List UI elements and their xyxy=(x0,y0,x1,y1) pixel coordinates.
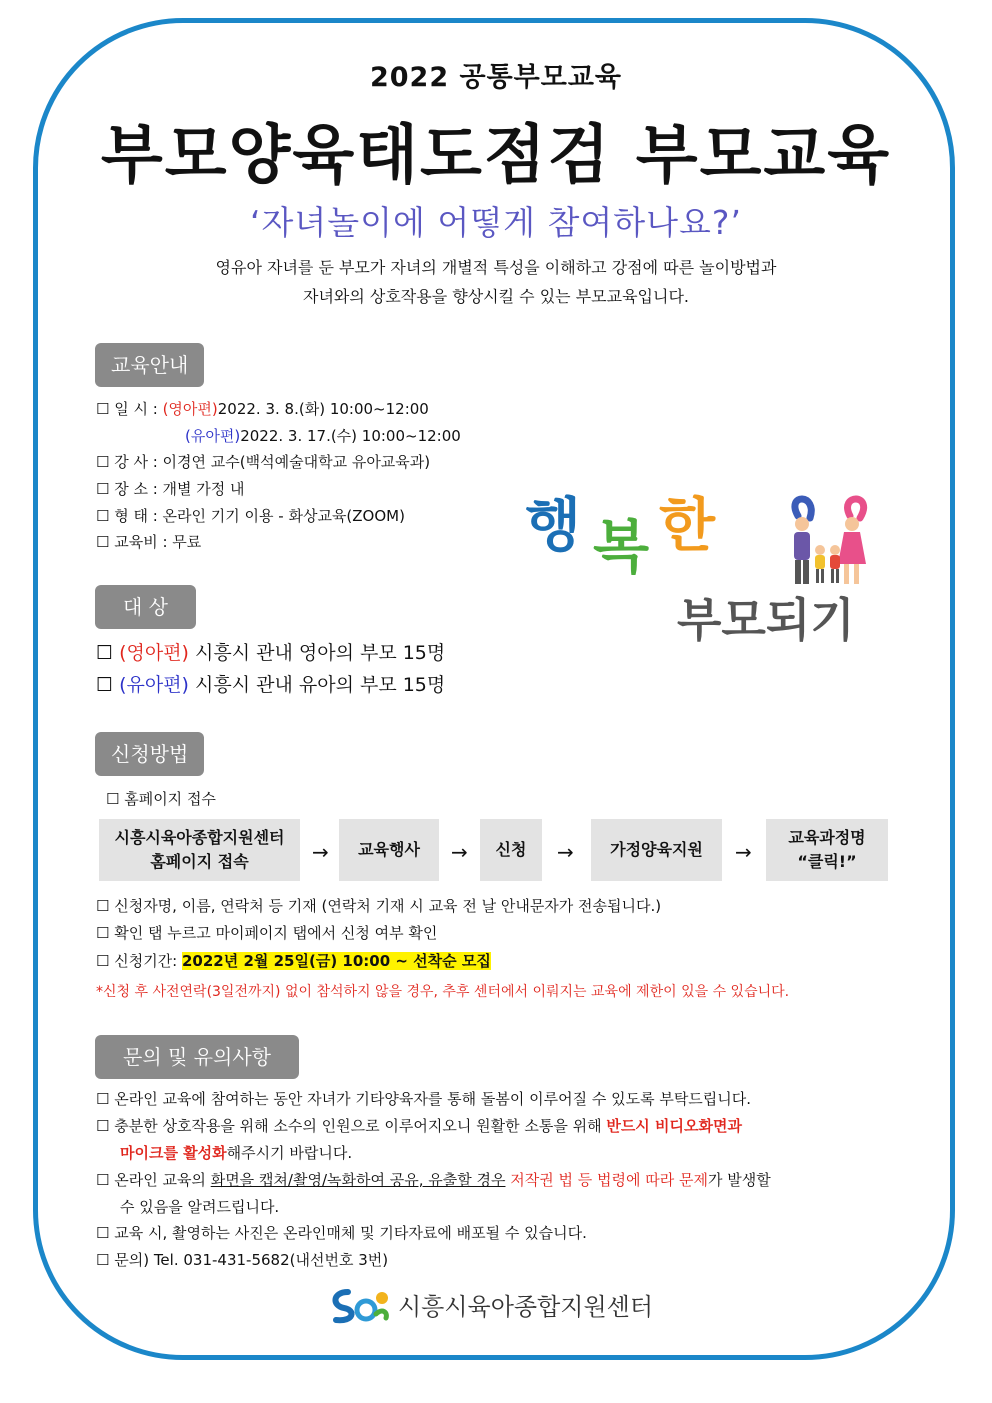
center-name: 시흥시육아종합지원센터 xyxy=(398,1292,654,1321)
step-box-1 xyxy=(99,819,300,881)
notice-3-a: ☐ 온라인 교육의 xyxy=(96,1171,211,1189)
step-5-line-2: “클릭!” xyxy=(797,852,857,871)
center-logo-icon xyxy=(328,1284,392,1324)
happy-parents-logo xyxy=(525,478,885,658)
step-box-3 xyxy=(480,819,542,881)
notice-1: ☐ 온라인 교육에 참여하는 동안 자녀가 기타양육자를 통해 돌봄이 이루어질 수 있도록 부탁드립니다. xyxy=(96,1090,752,1108)
target-item-1-text: 시흥시 관내 영아의 부모 15명 xyxy=(188,642,446,664)
description-line-1: 영유아 자녀를 둔 부모가 자녀의 개별적 특성을 이해하고 강점에 따른 놀이방법과 xyxy=(215,258,777,277)
date-toddler-tag: (유아편) xyxy=(185,427,241,445)
notice-2-b: 반드시 비디오화면과 xyxy=(606,1117,742,1135)
notice-2 xyxy=(96,1115,742,1136)
arrow-1: → xyxy=(312,840,329,864)
family-icon xyxy=(780,488,880,588)
notice-5: ☐ 문의) Tel. 031-431-5682(내선번호 3번) xyxy=(96,1251,389,1269)
section-heading-apply: 신청방법 xyxy=(95,732,204,776)
apply-warning: *신청 후 사전연락(3일전까지) 없이 참석하지 않을 경우, 추후 센터에서 이뤄지는 교육에 제한이 있을 수 있습니다. xyxy=(96,984,790,1000)
notice-3-d: 가 발생할 xyxy=(707,1171,771,1189)
date-toddler: 2022. 3. 17.(수) 10:00~12:00 xyxy=(240,427,461,445)
step-box-5 xyxy=(766,819,888,881)
notice-3-c: 저작권 법 등 법령에 따라 문제 xyxy=(505,1171,708,1189)
apply-note-2: ☐ 확인 탭 누르고 마이페이지 탭에서 신청 여부 확인 xyxy=(96,924,438,942)
step-5-line-1: 교육과정명 xyxy=(788,828,866,847)
section-heading-info: 교육안내 xyxy=(95,343,204,387)
page-title: 부모양육태도점검 부모교육 xyxy=(100,119,892,193)
apply-period-value: 2022년 2월 25일(금) 10:00 ~ 선착순 모집 xyxy=(182,952,491,970)
arrow-4: → xyxy=(735,840,752,864)
logo-word-2: 복 xyxy=(593,513,650,581)
info-format: ☐ 형 태 : 온라인 기기 이용 - 화상교육(ZOOM) xyxy=(96,507,405,525)
info-fee: ☐ 교육비 : 무료 xyxy=(96,533,202,551)
step-box-4 xyxy=(591,819,722,881)
apply-period-label: ☐ 신청기간: xyxy=(96,952,182,970)
section-heading-target: 대 상 xyxy=(95,585,196,629)
info-place: ☐ 장 소 : 개별 가정 내 xyxy=(96,480,245,498)
description-line-2: 자녀와의 상호작용을 향상시킬 수 있는 부모교육입니다. xyxy=(302,287,689,306)
target-item-1-box: ☐ xyxy=(96,642,120,664)
notice-2-a: ☐ 충분한 상호작용을 위해 소수의 인원으로 이루어지오니 원활한 소통을 위해 xyxy=(96,1117,607,1135)
date-infant: 2022. 3. 8.(화) 10:00~12:00 xyxy=(217,400,429,418)
target-item-1-tag: (영아편) xyxy=(119,642,189,664)
date-label: ☐ 일 시 : xyxy=(96,400,163,418)
notice-4: ☐ 교육 시, 촬영하는 사진은 온라인매체 및 기타자료에 배포될 수 있습니다. xyxy=(96,1224,587,1242)
subtitle: 2022 공통부모교육 xyxy=(369,62,623,93)
step-1-line-1: 시흥시육아종합지원센터 xyxy=(114,828,285,847)
apply-note-1: ☐ 신청자명, 이름, 연락처 등 기재 (연락처 기재 시 교육 전 날 안내문자가 전송됩니다.) xyxy=(96,897,662,915)
target-item-1 xyxy=(96,638,445,665)
target-item-2 xyxy=(96,670,445,697)
notice-3-cont: 수 있음을 알려드립니다. xyxy=(120,1198,280,1216)
logo-word-4: 부모되기 xyxy=(677,593,855,647)
arrow-3: → xyxy=(557,840,574,864)
description xyxy=(0,253,992,311)
notice-3-b: 화면을 캡쳐/촬영/녹화하여 공유, 유출할 경우 xyxy=(210,1171,506,1189)
date-infant-tag: (영아편) xyxy=(162,400,218,418)
footer-logo xyxy=(328,1282,653,1326)
notice-3 xyxy=(96,1169,771,1190)
question: ‘자녀놀이에 어떻게 참여하나요?’ xyxy=(250,203,742,242)
section-heading-notice: 문의 및 유의사항 xyxy=(95,1035,299,1079)
step-2-line-1: 교육행사 xyxy=(358,840,420,859)
notice-2-c: 마이크를 활성화 xyxy=(120,1144,227,1162)
step-3-line-1: 신청 xyxy=(495,840,527,859)
logo-word-3: 한 xyxy=(659,491,716,559)
step-box-2 xyxy=(339,819,439,881)
arrow-2: → xyxy=(451,840,468,864)
info-date xyxy=(96,398,429,419)
apply-homepage: ☐ 홈페이지 접수 xyxy=(106,790,216,808)
target-item-2-text: 시흥시 관내 유아의 부모 15명 xyxy=(188,674,446,696)
target-item-2-tag: (유아편) xyxy=(119,674,189,696)
step-1-line-2: 홈페이지 접속 xyxy=(150,852,249,871)
logo-word-1: 행 xyxy=(525,491,582,559)
info-lecturer: ☐ 강 사 : 이경연 교수(백석예술대학교 유아교육과) xyxy=(96,453,431,471)
info-date-2 xyxy=(185,425,461,446)
apply-period xyxy=(96,950,491,971)
step-4-line-1: 가정양육지원 xyxy=(610,840,703,859)
notice-2-d: 해주시기 바랍니다. xyxy=(226,1144,353,1162)
target-item-2-box: ☐ xyxy=(96,674,120,696)
notice-2-cont xyxy=(120,1142,352,1163)
